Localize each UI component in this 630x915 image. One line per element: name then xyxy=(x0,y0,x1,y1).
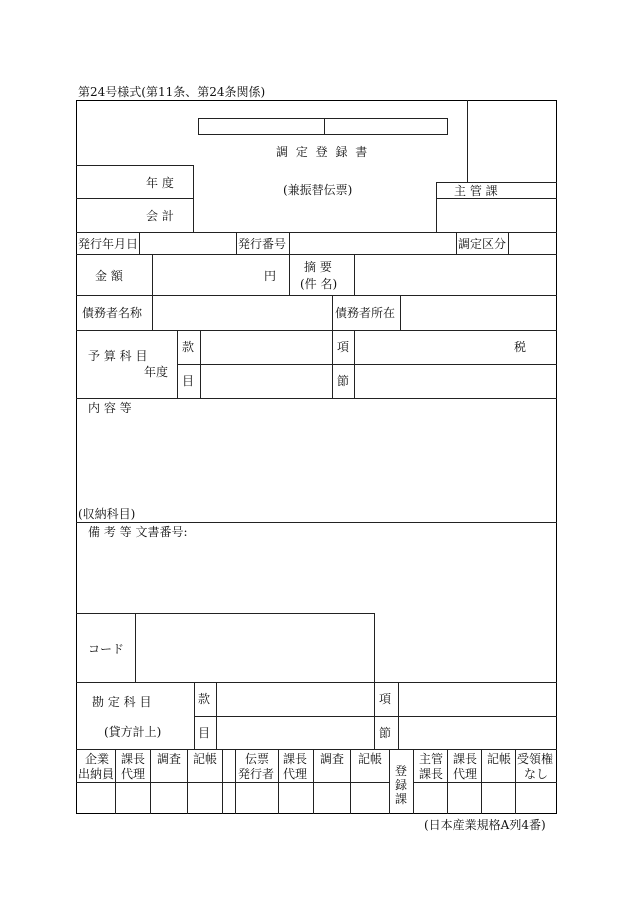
stamp-denpyo: 伝票 xyxy=(245,752,270,766)
tekiyo-label: 摘 要 xyxy=(304,260,332,274)
form-subtitle: (兼振替伝票) xyxy=(283,183,353,197)
stamp-chosa-2: 調査 xyxy=(320,752,345,766)
kou-label-2: 項 xyxy=(379,692,392,706)
kanjo-kamoku-label: 勘 定 科 目 xyxy=(92,695,152,709)
yosan-kamoku-label: 予 算 科 目 xyxy=(88,349,148,363)
shuno-kamoku-label: (収納科目) xyxy=(78,507,136,521)
form-title: 調 定 登 録 書 xyxy=(276,145,370,159)
stamp-toroku-1: 登 xyxy=(395,764,408,778)
stamp-kicho-3: 記帳 xyxy=(487,752,512,766)
stamp-toroku-2: 録 xyxy=(395,778,408,792)
yosan-nendo-label: 年度 xyxy=(144,365,169,379)
stamp-kigyo: 企業 xyxy=(85,752,110,766)
hakko-no-label: 発行番号 xyxy=(238,237,287,251)
form-caption: 第24号様式(第11条、第24条関係) xyxy=(78,85,266,99)
moku-label-2: 目 xyxy=(198,726,211,740)
stamp-kacho-2: 課長 xyxy=(283,752,308,766)
biko-label: 備 考 等 文書番号: xyxy=(88,525,188,539)
stamp-kacho: 課長 xyxy=(121,752,146,766)
saimu-name-label: 債務者名称 xyxy=(82,306,143,320)
setsu-label-2: 節 xyxy=(379,726,392,740)
stamp-hakkosha: 発行者 xyxy=(238,767,275,781)
kashikata-label: (貸方計上) xyxy=(104,725,162,739)
title-input-box xyxy=(198,118,448,135)
stamp-toroku-3: 課 xyxy=(395,792,408,806)
hakko-date-label: 発行年月日 xyxy=(78,237,139,251)
yen-label: 円 xyxy=(264,269,277,283)
kingaku-label: 金 額 xyxy=(95,269,123,283)
chotei-kubun-label: 調定区分 xyxy=(458,237,507,251)
stamp-kicho: 記帳 xyxy=(193,752,218,766)
shukan-ka-label: 主 管 課 xyxy=(454,184,498,198)
naiyo-label: 内 容 等 xyxy=(88,401,132,415)
stamp-chosa: 調査 xyxy=(157,752,182,766)
stamp-dairi-2: 代理 xyxy=(283,767,308,781)
stamp-suitoin: 出納員 xyxy=(78,767,115,781)
nendo-label: 年 度 xyxy=(146,176,174,190)
stamp-dairi: 代理 xyxy=(121,767,146,781)
kou-label: 項 xyxy=(337,340,350,354)
stamp-kicho-2: 記帳 xyxy=(358,752,383,766)
footer-note: (日本産業規格A列4番) xyxy=(424,818,546,832)
code-label: コード xyxy=(88,642,125,656)
stamp-shukan: 主管 xyxy=(419,752,444,766)
zei-label: 税 xyxy=(514,340,527,354)
stamp-kacho-3: 課長 xyxy=(453,752,478,766)
saimu-addr-label: 債務者所在 xyxy=(335,306,396,320)
stamp-juryoken: 受領権 xyxy=(517,752,554,766)
kenmei-label: (件 名) xyxy=(300,277,338,291)
stamp-shukan-kacho: 課長 xyxy=(419,767,444,781)
setsu-label: 節 xyxy=(337,374,350,388)
stamp-nashi: なし xyxy=(524,767,549,781)
kan-label-2: 款 xyxy=(198,692,211,706)
kan-label: 款 xyxy=(182,340,195,354)
moku-label: 目 xyxy=(182,374,195,388)
kaikei-label: 会 計 xyxy=(146,209,174,223)
stamp-dairi-3: 代理 xyxy=(453,767,478,781)
